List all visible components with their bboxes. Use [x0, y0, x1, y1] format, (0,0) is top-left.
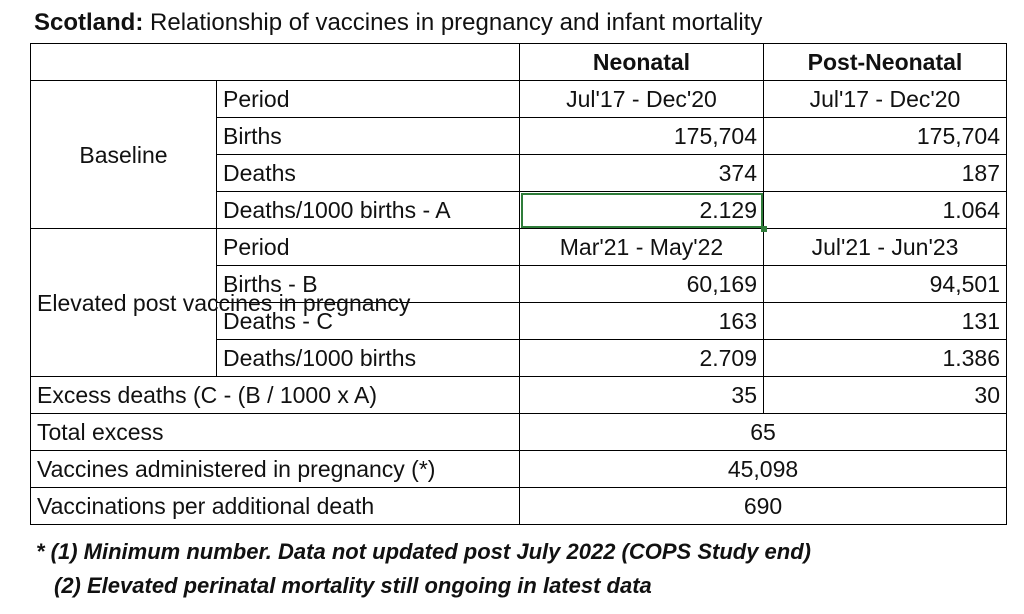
table-row	[31, 81, 1007, 118]
mortality-table	[30, 43, 1007, 525]
merged-value-cell[interactable]: 690	[520, 488, 1007, 525]
title-region: Scotland:	[34, 9, 144, 36]
header-neonatal[interactable]: Neonatal	[520, 44, 764, 81]
row-label[interactable]: Deaths/1000 births	[217, 340, 520, 377]
post-neonatal-cell[interactable]: 187	[764, 155, 1007, 192]
neonatal-cell[interactable]: 2.709	[520, 340, 764, 377]
neonatal-cell[interactable]: 175,704	[520, 118, 764, 155]
merged-value-cell[interactable]: 45,098	[520, 451, 1007, 488]
footnotes	[36, 535, 811, 603]
post-neonatal-cell[interactable]: 1.064	[764, 192, 1007, 229]
footnote-2: (2) Elevated perinatal mortality still ongoing in latest data	[54, 573, 652, 598]
post-neonatal-cell[interactable]: 131	[764, 303, 1007, 340]
row-label[interactable]: Deaths - C	[217, 303, 520, 340]
neonatal-cell[interactable]: Jul'17 - Dec'20	[520, 81, 764, 118]
row-label[interactable]: Total excess	[31, 414, 520, 451]
merged-value-cell[interactable]: 65	[520, 414, 1007, 451]
post-neonatal-cell[interactable]: 1.386	[764, 340, 1007, 377]
post-neonatal-cell[interactable]: 94,501	[764, 266, 1007, 303]
row-label[interactable]: Deaths/1000 births - A	[217, 192, 520, 229]
post-neonatal-cell[interactable]: Jul'17 - Dec'20	[764, 81, 1007, 118]
post-neonatal-cell[interactable]: 175,704	[764, 118, 1007, 155]
baseline-group-label[interactable]: Baseline	[31, 81, 217, 229]
row-label[interactable]: Period	[217, 81, 520, 118]
header-blank-cell	[31, 44, 520, 81]
header-post-neonatal[interactable]: Post-Neonatal	[764, 44, 1007, 81]
row-label[interactable]: Vaccines administered in pregnancy (*)	[31, 451, 520, 488]
row-label[interactable]: Deaths	[217, 155, 520, 192]
row-label[interactable]: Births	[217, 118, 520, 155]
neonatal-cell[interactable]: 60,169	[520, 266, 764, 303]
post-neonatal-cell[interactable]: Jul'21 - Jun'23	[764, 229, 1007, 266]
neonatal-cell[interactable]: 35	[520, 377, 764, 414]
vaccines-row	[31, 451, 1007, 488]
excess-deaths-row	[31, 377, 1007, 414]
table-row	[31, 229, 1007, 266]
row-label[interactable]: Births - B	[217, 266, 520, 303]
neonatal-cell[interactable]: Mar'21 - May'22	[520, 229, 764, 266]
table-title	[34, 8, 762, 38]
post-neonatal-cell[interactable]: 30	[764, 377, 1007, 414]
row-label[interactable]: Vaccinations per additional death	[31, 488, 520, 525]
per-death-row	[31, 488, 1007, 525]
title-text: Relationship of vaccines in pregnancy and infant mortality	[143, 9, 763, 36]
footnote-1: * (1) Minimum number. Data not updated post July 2022 (COPS Study end)	[36, 539, 811, 564]
total-excess-row	[31, 414, 1007, 451]
neonatal-cell[interactable]: 374	[520, 155, 764, 192]
elevated-group-label[interactable]: Elevated post vaccines in pregnancy	[31, 229, 217, 377]
header-row	[31, 44, 1007, 81]
selected-cell[interactable]: 2.129	[520, 192, 764, 229]
neonatal-cell[interactable]: 163	[520, 303, 764, 340]
row-label[interactable]: Period	[217, 229, 520, 266]
row-label[interactable]: Excess deaths (C - (B / 1000 x A)	[31, 377, 520, 414]
